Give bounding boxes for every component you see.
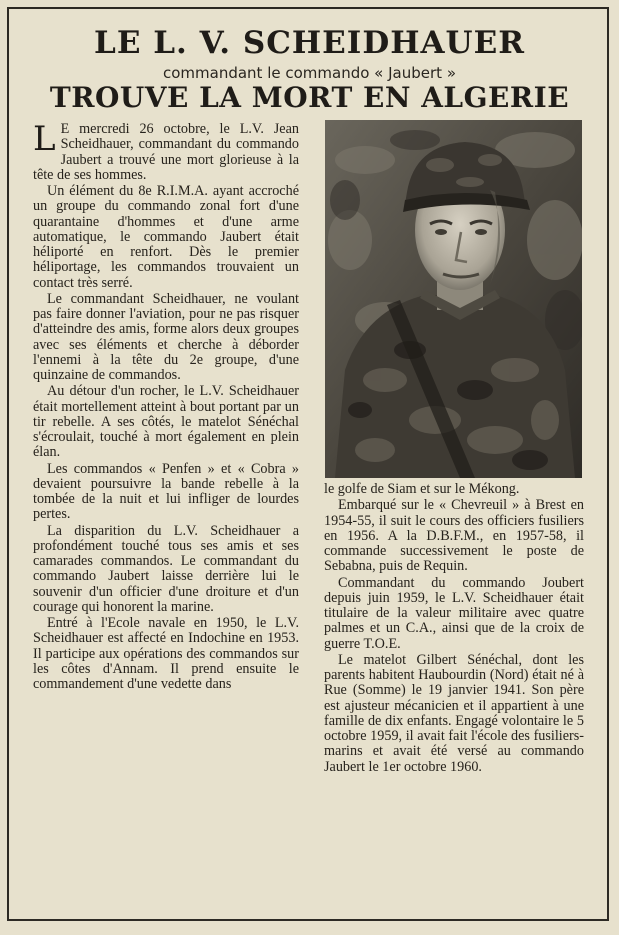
- paragraph-2: Un élément du 8e R.I.M.A. ayant accroché un groupe du commando zonal fort d'une quarantaine d'hommes et d'une arme automatique, le commando Jaubert était héliporté en renfort. Dès le premier héliportage, les commandos trouvaient un contact très serré.: [33, 183, 299, 291]
- paragraph-5: Les commandos « Penfen » et « Cobra » devaient poursuivre la bande rebelle à la tombée de la nuit et lui infliger de lourdes pertes.: [33, 460, 299, 523]
- article-column-left: [33, 119, 299, 692]
- paragraph-4: Au détour d'un rocher, le L.V. Scheidhauer était mortellement atteint à bout portant par un tir rebelle. A ses côtés, le matelot Sénéchal s'écroulait, touché à mort également en plein élan.: [33, 383, 299, 461]
- headline-main: TROUVE LA MORT EN ALGERIE: [49, 81, 570, 114]
- headline-subtitle: commandant le commando « Jaubert »: [162, 64, 456, 82]
- headline-name: LE L. V. SCHEIDHAUER: [94, 25, 525, 61]
- paragraph-6: La disparition du L.V. Scheidhauer a profondément touché tous ses amis et ses camarades commandos. Le commandant du commando Jaubert laisse derrière lui le souvenir d'un officier d'une droiture et d'un courage qui honorent la marine.: [33, 522, 299, 615]
- portrait-photo: [325, 120, 582, 478]
- paragraph-11: Le matelot Gilbert Sénéchal, dont les parents habitent Haubourdin (Nord) était né à Rue (Somme) le 19 janvier 1941. Son père est ajusteur mécanicien et il appartient à une famille de dix enfants. Engagé volontaire le 5 octobre 1959, il avait fait l'école des fusiliers-marins et avait été versé au commando Jaubert le 1er octobre 1960.: [324, 651, 584, 775]
- paragraph-7: Entré à l'Ecole navale en 1950, le L.V. Scheidhauer est affecté en Indochine en 1953. Il participe aux opérations des commandos sur les côtes d'Annam. Il prend ensuite le commandement d'une vedette dans: [33, 615, 299, 692]
- article-column-right: [324, 482, 584, 775]
- paragraph-8: le golfe de Siam et sur le Mékong.: [324, 481, 520, 497]
- paragraph-1: L E mercredi 26 octobre, le L.V. Jean Scheidhauer, commandant du commando Jaubert a trouvé une mort glorieuse à la tête de ses hommes.: [33, 119, 299, 183]
- paragraph-9: Embarqué sur le « Chevreuil » à Brest en 1954-55, il suit le cours des officiers fusiliers en 1956. A la D.B.F.M., en 1957-58, il commande successivement le poste de Sebabna, puis de Requin.: [324, 497, 584, 575]
- paragraph-3: Le commandant Scheidhauer, ne voulant pas faire donner l'aviation, pour ne pas risquer d'atteindre des amis, forme alors deux groupes avec ses éléments et cherche à déborder l'ennemi à la tête du 2e groupe, d'une quinzaine de commandos.: [33, 290, 299, 383]
- paragraph-10: Commandant du commando Joubert depuis juin 1959, le L.V. Scheidhauer était titulaire de la valeur militaire avec quatre palmes et un C.A., ainsi que de la croix de guerre T.O.E.: [324, 574, 584, 652]
- drop-cap: L: [33, 119, 56, 159]
